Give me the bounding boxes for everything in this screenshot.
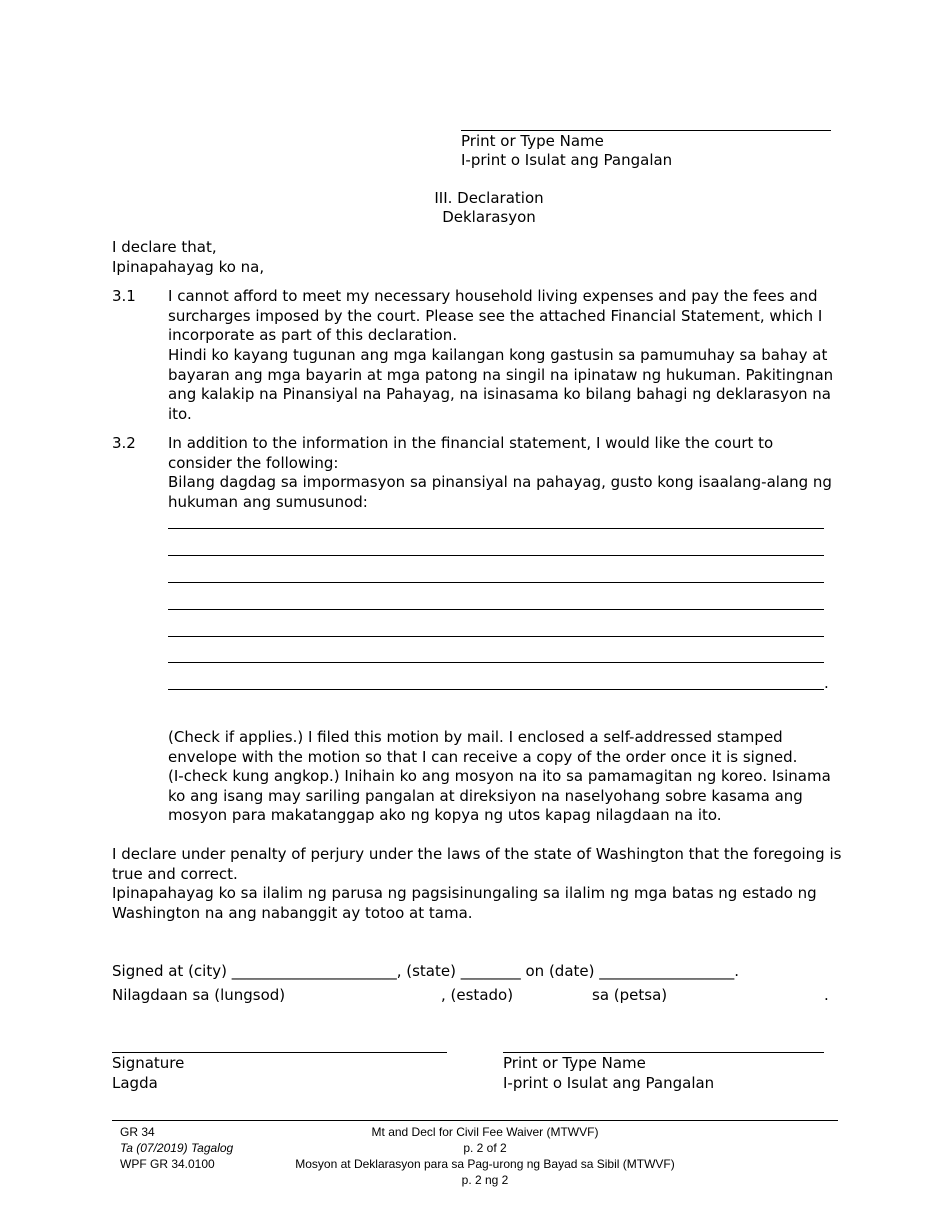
perjury-en: I declare under penalty of perjury under the laws of the state of Washington that the foregoing is true and correct. xyxy=(112,845,842,883)
footer-translation: Ta (07/2019) Tagalog xyxy=(120,1141,234,1155)
footer-title-tl: Mosyon at Deklarasyon para sa Pag-urong ng Bayad sa Sibil (MTWVF) xyxy=(295,1157,675,1171)
footer-page-tl: p. 2 ng 2 xyxy=(461,1173,509,1187)
intro-tl: Ipinapahayag ko na, xyxy=(112,258,265,276)
top-name-label-tl: I-print o Isulat ang Pangalan xyxy=(461,151,673,169)
signed-at-tl-date: sa (petsa) xyxy=(592,986,668,1004)
blank-line[interactable] xyxy=(168,582,824,583)
blank-line[interactable] xyxy=(168,662,824,663)
print-name-line[interactable] xyxy=(503,1052,824,1053)
signed-at-tl-city: Nilagdaan sa (lungsod) xyxy=(112,986,286,1004)
mail-notice-tl: (I-check kung angkop.) Inihain ko ang mosyon na ito sa pamamagitan ng koreo. Isinama ko ang isang may sariling pangalan at direksiyon na naselyohang sobre kasama ang mosyon para makatanggap ako ng kopya ng utos kapag nilagdaan na ito. xyxy=(168,767,831,824)
mail-notice-en: (Check if applies.) I filed this motion by mail. I enclosed a self-addressed stamped envelope with the motion so that I can receive a copy of the order once it is signed. xyxy=(168,728,798,766)
item-3-1-text-en: I cannot afford to meet my necessary household living expenses and pay the fees and surcharges imposed by the court. Please see the attached Financial Statement, which I incorporate as part of this declaration. xyxy=(168,287,823,344)
footer-page-en: p. 2 of 2 xyxy=(463,1141,507,1155)
item-number-3-1: 3.1 xyxy=(112,287,136,305)
signed-at-en: Signed at (city) ______________________, (state) ________ on (date) __________________. xyxy=(112,962,740,980)
footer-divider xyxy=(112,1120,838,1121)
signature-label-tl: Lagda xyxy=(112,1074,158,1092)
blank-line[interactable] xyxy=(168,689,824,690)
perjury-tl: Ipinapahayag ko sa ilalim ng parusa ng pagsisinungaling sa ilalim ng mga batas ng estado ng Washington na ang nabanggit ay totoo at tama. xyxy=(112,884,817,922)
blank-line[interactable] xyxy=(168,528,824,529)
signature-line[interactable] xyxy=(112,1052,447,1053)
signed-at-tl-end: . xyxy=(824,986,829,1004)
top-name-line[interactable] xyxy=(461,130,831,131)
print-name-label-en: Print or Type Name xyxy=(503,1054,646,1072)
signed-at-tl-state: , (estado) xyxy=(441,986,514,1004)
section-heading-en: III. Declaration xyxy=(434,189,544,207)
blank-lines-period: . xyxy=(824,674,829,692)
print-name-label-tl: I-print o Isulat ang Pangalan xyxy=(503,1074,715,1092)
item-number-3-2: 3.2 xyxy=(112,434,136,452)
footer-form-id: GR 34 xyxy=(120,1125,155,1139)
item-3-2-text-en: In addition to the information in the financial statement, I would like the court to consider the following: xyxy=(168,434,774,472)
item-3-1-text-tl: Hindi ko kayang tugunan ang mga kailangan kong gastusin sa pamumuhay sa bahay at bayaran ang mga bayarin at mga patong na singil na ipinataw ng hukuman. Pakitingnan ang kalakip na Pinansiyal na Pahayag, na isinasama ko bilang bahagi ng deklarasyon na ito. xyxy=(168,346,834,423)
blank-line[interactable] xyxy=(168,609,824,610)
signature-label-en: Signature xyxy=(112,1054,185,1072)
footer-title-en: Mt and Decl for Civil Fee Waiver (MTWVF) xyxy=(371,1125,599,1139)
intro-en: I declare that, xyxy=(112,238,217,256)
top-name-label-en: Print or Type Name xyxy=(461,132,604,150)
section-heading-tl: Deklarasyon xyxy=(442,208,536,226)
blank-line[interactable] xyxy=(168,555,824,556)
footer-wpf: WPF GR 34.0100 xyxy=(120,1157,215,1171)
blank-line[interactable] xyxy=(168,636,824,637)
item-3-2-text-tl: Bilang dagdag sa impormasyon sa pinansiyal na pahayag, gusto kong isaalang-alang ng hukuman ang sumusunod: xyxy=(168,473,832,511)
